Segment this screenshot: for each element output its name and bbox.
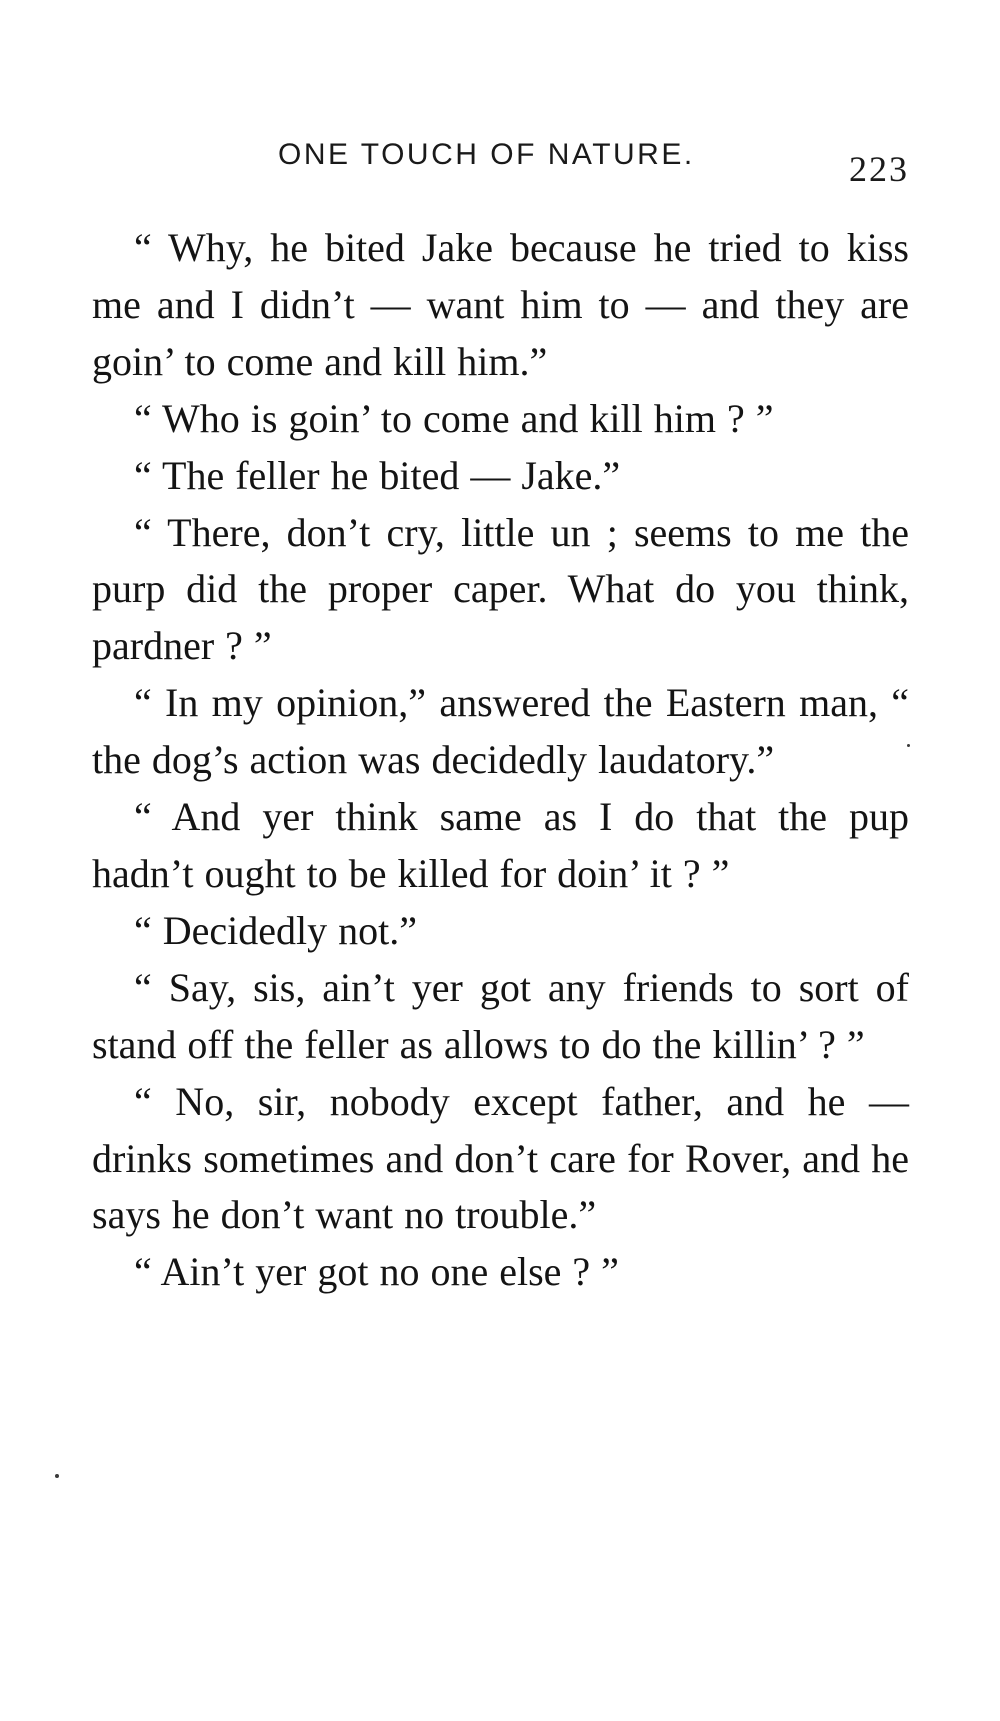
page-number: 223 <box>849 149 909 189</box>
paragraph: “ Decidedly not.” <box>134 907 417 953</box>
paragraph: “ And yer think same as I do that the pup hadn’t ought to be killed for doin’ it ? ” <box>92 794 909 896</box>
paragraph: “ Ain’t yer got no one else ? ” <box>134 1249 619 1295</box>
paragraph: “ No, sir, nobody except father, and he — drinks sometimes and don’t care for Rover, and he says he don’t want no trouble.” <box>92 1078 909 1238</box>
paper-speck <box>55 1474 59 1478</box>
paragraph: “ Why, he bited Jake because he tried to kiss me and I didn’t — want him to — and they are goin’ to come and kill him.” <box>92 225 909 384</box>
paragraph: “ The feller he bited — Jake.” <box>134 452 621 498</box>
paragraph: “ Say, sis, ain’t yer got any friends to sort of stand off the feller as allows to do the killin’ ? ” <box>92 964 909 1067</box>
paragraph: “ In my opinion,” answered the Eastern man, “ the dog’s action was decidedly laudatory.” <box>92 680 909 783</box>
paper-speck <box>907 744 910 747</box>
paragraph: “ Who is goin’ to come and kill him ? ” <box>134 395 774 441</box>
running-title: ONE TOUCH OF NATURE. <box>278 138 695 171</box>
paragraph: “ There, don’t cry, little un ; seems to me the purp did the proper caper. What do you think, pardner ? ” <box>92 509 909 669</box>
body-text <box>92 220 909 1301</box>
